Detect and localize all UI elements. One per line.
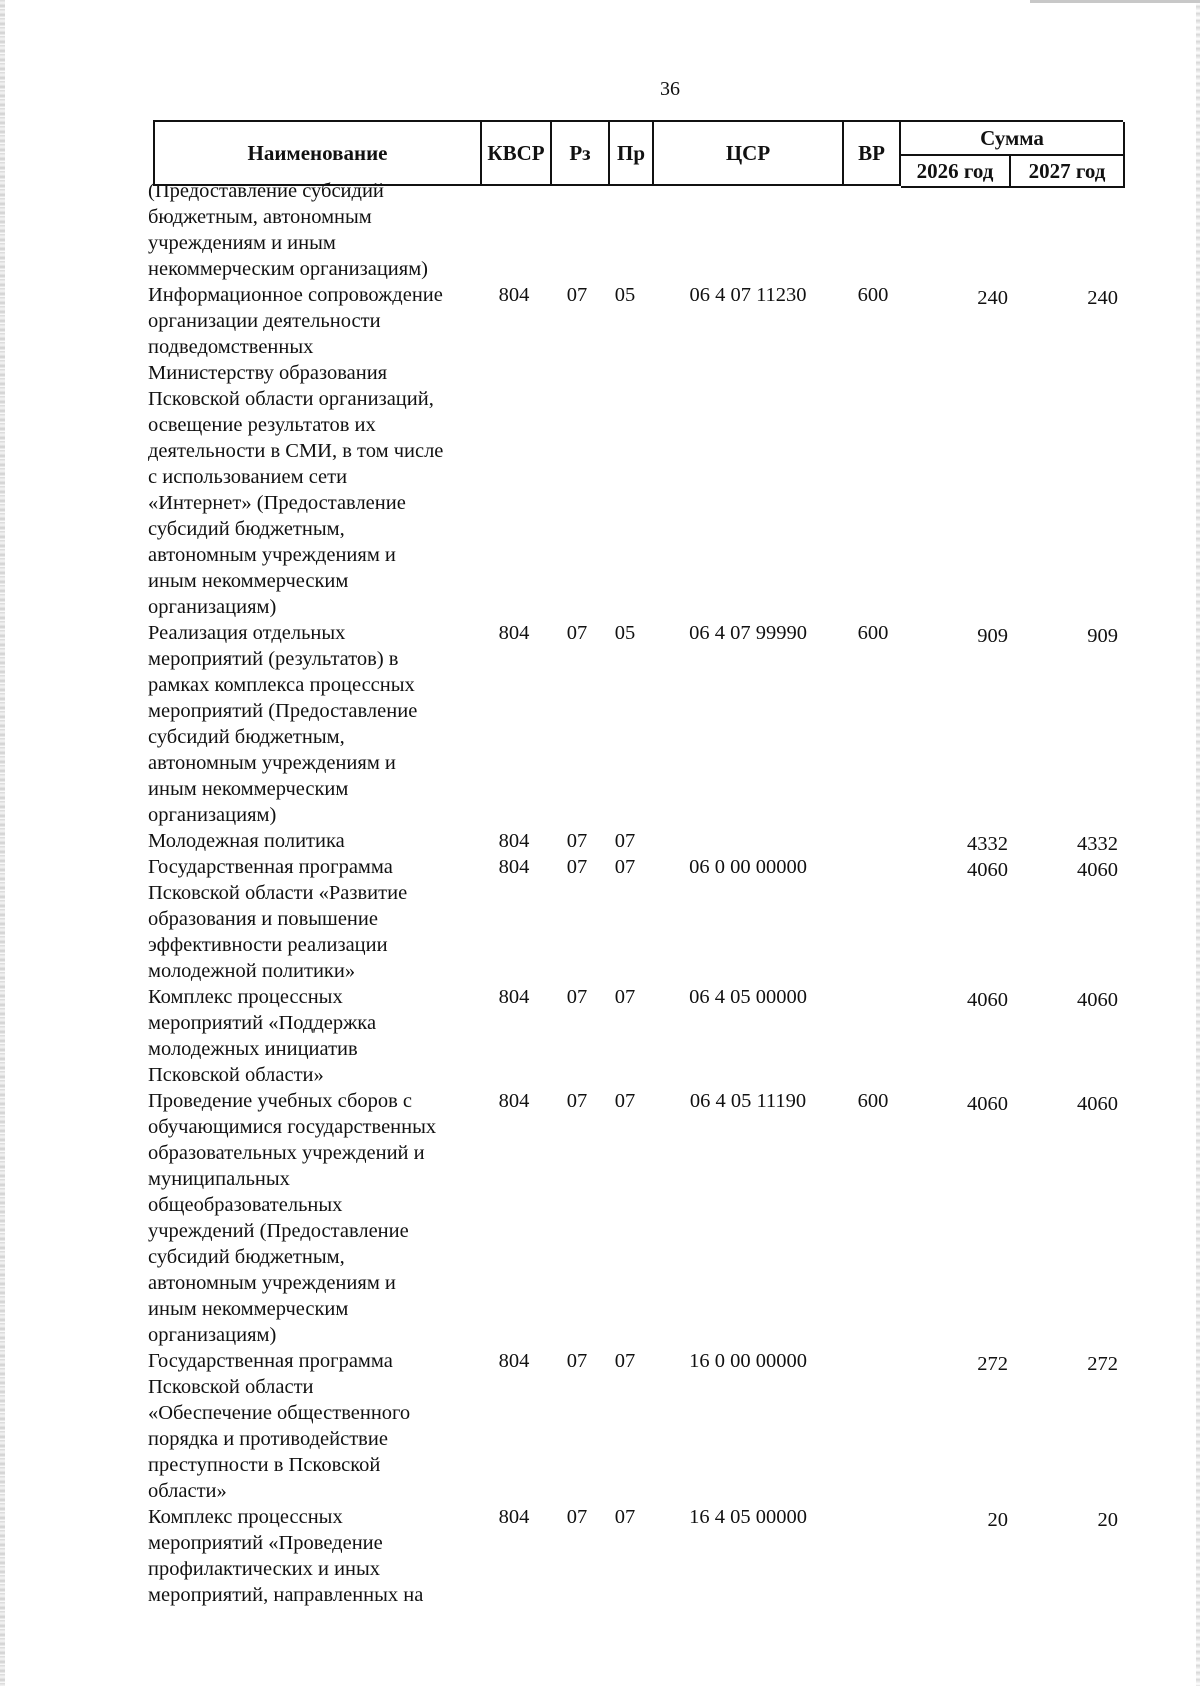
row-kvsr: 804 — [498, 1350, 530, 1372]
row-csr: 06 4 07 11230 — [689, 284, 807, 306]
row-sum-2026: 4060 — [967, 1093, 1008, 1115]
table-row — [148, 854, 1118, 984]
table-row — [148, 1088, 1118, 1348]
row-rz: 07 — [566, 830, 588, 852]
row-csr: 06 4 05 11190 — [689, 1090, 807, 1112]
table-row — [148, 282, 1118, 620]
row-kvsr: 804 — [498, 1506, 530, 1528]
header-rz: Рз — [552, 122, 610, 186]
table-row — [148, 620, 1118, 828]
table-row — [148, 178, 1118, 282]
row-vr: 600 — [857, 284, 889, 306]
row-rz: 07 — [566, 986, 588, 1008]
row-sum-2026: 240 — [977, 287, 1008, 309]
row-sum-2027: 20 — [1097, 1509, 1118, 1531]
row-kvsr: 804 — [498, 1090, 530, 1112]
header-kvsr: КВСР — [482, 122, 552, 186]
table-header — [153, 120, 1123, 186]
row-rz: 07 — [566, 1090, 588, 1112]
row-sum-2027: 272 — [1087, 1353, 1118, 1375]
row-sum-2027: 240 — [1087, 287, 1118, 309]
row-name: Комплекс процессных мероприятий «Проведение профилактических и иных мероприятий, направленных на — [148, 1506, 424, 1606]
row-pr: 05 — [614, 622, 636, 644]
row-csr: 06 4 07 99990 — [689, 622, 807, 644]
row-pr: 07 — [614, 1090, 636, 1112]
row-pr: 07 — [614, 986, 636, 1008]
header-year-2026: 2026 год — [901, 156, 1011, 188]
row-pr: 07 — [614, 830, 636, 852]
header-csr: ЦСР — [654, 122, 844, 186]
row-rz: 07 — [566, 622, 588, 644]
row-rz: 07 — [566, 284, 588, 306]
header-vr: ВР — [844, 122, 901, 186]
row-csr: 06 4 05 00000 — [689, 986, 807, 1008]
row-vr: 600 — [857, 622, 889, 644]
header-year-2027: 2027 год — [1011, 156, 1125, 188]
row-sum-2026: 909 — [977, 625, 1008, 647]
table-row — [148, 828, 1118, 854]
scan-edge-top — [1030, 0, 1200, 3]
row-name: Государственная программа Псковской области «Обеспечение общественного порядка и противодействие преступности в Псковской области» — [148, 1350, 411, 1502]
row-sum-2026: 4060 — [967, 859, 1008, 881]
row-rz: 07 — [566, 856, 588, 878]
row-kvsr: 804 — [498, 856, 530, 878]
row-name: (Предоставление субсидий бюджетным, автономным учреждениям и иным некоммерческим организациям) — [148, 180, 428, 280]
row-csr: 16 0 00 00000 — [689, 1350, 807, 1372]
row-rz: 07 — [566, 1350, 588, 1372]
row-name: Информационное сопровождение организации деятельности подведомственных Министерству образования Псковской области организаций, освещение результатов их деятельности в СМИ, в том числе с использованием сети «Интернет» (Предоставление субсидий бюджетным, автономным учреждениям и иным некоммерческим организациям) — [148, 284, 444, 618]
header-name: Наименование — [155, 122, 482, 186]
row-kvsr: 804 — [498, 622, 530, 644]
header-sum: Сумма — [901, 122, 1125, 156]
row-name: Реализация отдельных мероприятий (результатов) в рамках комплекса процессных мероприятий (Предоставление субсидий бюджетным, автономным учреждениям и иным некоммерческим организациям) — [148, 622, 418, 826]
row-sum-2026: 4060 — [967, 989, 1008, 1011]
row-csr: 16 4 05 00000 — [689, 1506, 807, 1528]
row-name: Комплекс процессных мероприятий «Поддержка молодежных инициатив Псковской области» — [148, 986, 377, 1086]
row-sum-2026: 4332 — [967, 833, 1008, 855]
table-row — [148, 984, 1118, 1088]
page-number: 36 — [660, 78, 680, 100]
scan-edge-right — [1196, 0, 1200, 1686]
row-name: Молодежная политика — [148, 830, 345, 852]
scan-edge-left — [0, 0, 5, 1686]
table-row — [148, 1504, 1118, 1608]
row-name: Государственная программа Псковской области «Развитие образования и повышение эффективности реализации молодежной политики» — [148, 856, 408, 982]
row-kvsr: 804 — [498, 830, 530, 852]
row-csr: 06 0 00 00000 — [689, 856, 807, 878]
row-sum-2027: 4060 — [1077, 989, 1118, 1011]
row-pr: 07 — [614, 1506, 636, 1528]
row-sum-2027: 4060 — [1077, 1093, 1118, 1115]
row-rz: 07 — [566, 1506, 588, 1528]
row-name: Проведение учебных сборов с обучающимися государственных образовательных учреждений и муниципальных общеобразовательных учреждений (Предоставление субсидий бюджетным, автономным учреждениям и иным некоммерческим организациям) — [148, 1090, 437, 1346]
row-pr: 07 — [614, 1350, 636, 1372]
row-kvsr: 804 — [498, 986, 530, 1008]
row-sum-2027: 909 — [1087, 625, 1118, 647]
header-pr: Пр — [610, 122, 654, 186]
row-sum-2026: 272 — [977, 1353, 1008, 1375]
table-row — [148, 1348, 1118, 1504]
row-vr: 600 — [857, 1090, 889, 1112]
row-sum-2027: 4332 — [1077, 833, 1118, 855]
row-sum-2026: 20 — [987, 1509, 1008, 1531]
row-pr: 07 — [614, 856, 636, 878]
table-body — [148, 178, 1118, 1608]
row-sum-2027: 4060 — [1077, 859, 1118, 881]
row-kvsr: 804 — [498, 284, 530, 306]
row-pr: 05 — [614, 284, 636, 306]
